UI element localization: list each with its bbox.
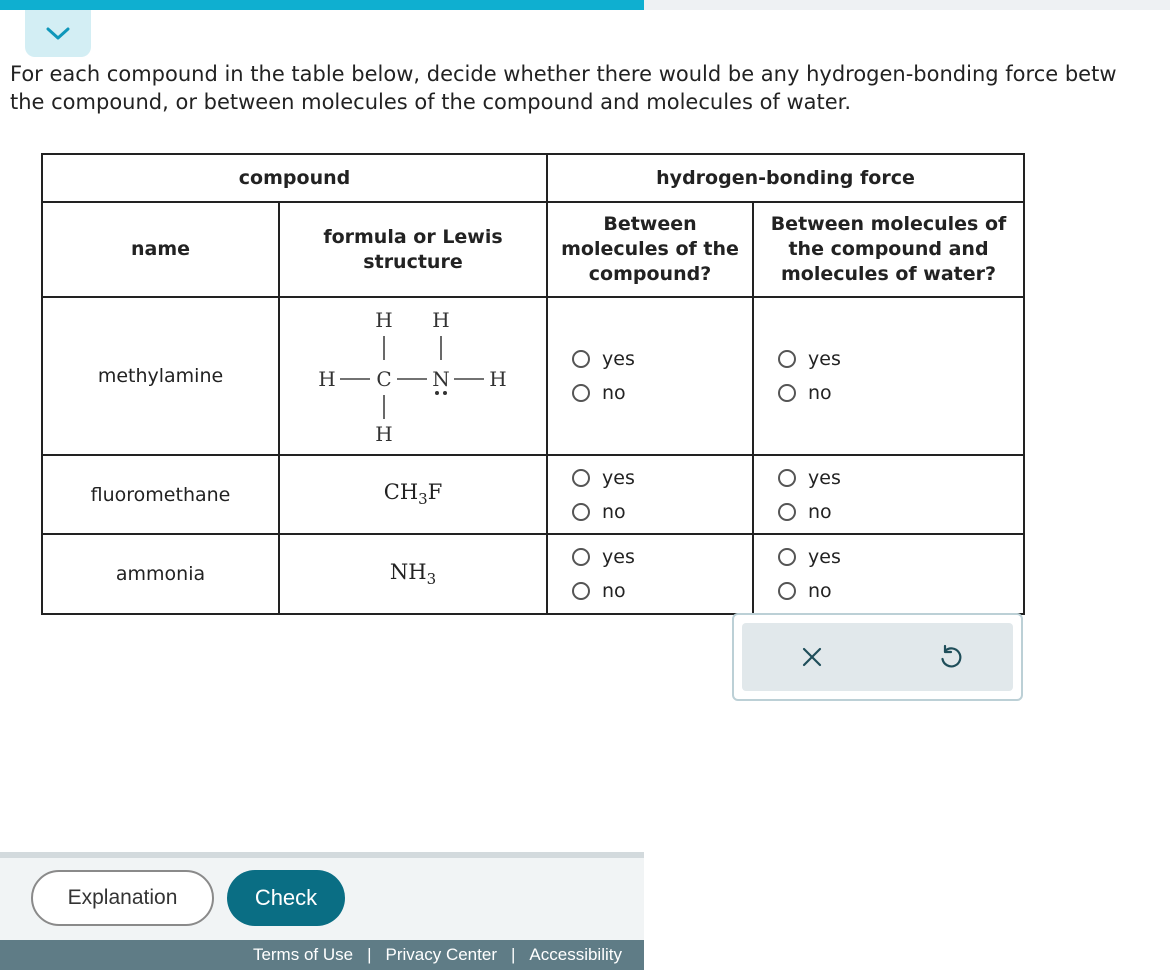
chevron-down-icon — [46, 27, 70, 41]
radio-circle-icon[interactable] — [572, 350, 590, 368]
header-between-water: Between molecules of the compound and molecules of water? — [753, 202, 1024, 297]
radio-yes[interactable]: yes — [778, 461, 1023, 495]
header-formula: formula or Lewis structure — [279, 202, 547, 297]
radio-circle-icon[interactable] — [572, 582, 590, 600]
radio-no[interactable]: no — [572, 495, 752, 529]
lewis-structure-cell — [279, 297, 547, 455]
header-between-compound: Between molecules of the compound? — [547, 202, 753, 297]
table-row — [42, 455, 1024, 534]
radio-circle-icon[interactable] — [778, 548, 796, 566]
undo-button[interactable] — [900, 623, 1000, 691]
footer — [0, 940, 644, 970]
progress-fill — [0, 0, 644, 10]
lewis-atom-h-top-right: H — [432, 308, 450, 332]
formula-cell — [279, 534, 547, 614]
compound-name: ammonia — [42, 534, 279, 614]
radio-circle-icon[interactable] — [572, 384, 590, 402]
radio-yes[interactable]: yes — [572, 461, 752, 495]
lewis-atom-h-left: H — [318, 367, 336, 391]
radio-circle-icon[interactable] — [572, 548, 590, 566]
header-hydrogen-bonding-force: hydrogen-bonding force — [547, 154, 1024, 202]
accessibility-link[interactable]: Accessibility — [529, 945, 622, 964]
radio-circle-icon[interactable] — [778, 469, 796, 487]
radio-yes[interactable]: yes — [572, 540, 752, 574]
radio-no[interactable]: no — [572, 376, 752, 410]
radio-circle-icon[interactable] — [572, 503, 590, 521]
undo-icon — [937, 644, 963, 670]
compound-table — [41, 153, 1025, 615]
lewis-atom-c: C — [376, 367, 392, 391]
radio-yes[interactable]: yes — [778, 540, 1023, 574]
radio-circle-icon[interactable] — [778, 503, 796, 521]
lewis-atom-h-bottom: H — [375, 422, 393, 446]
lone-pair — [435, 391, 447, 395]
answer-tools-inner — [742, 623, 1013, 691]
radio-group-water — [753, 455, 1024, 534]
table-row — [42, 534, 1024, 614]
formula-ch3f: $CH_3F$ — [383, 480, 443, 509]
instructions-line-1: For each compound in the table below, decide whether there would be any hydrogen-bonding force betw — [10, 62, 1117, 86]
radio-yes[interactable]: yes — [572, 342, 752, 376]
privacy-link[interactable]: Privacy Center — [385, 945, 497, 964]
radio-group-compound — [547, 534, 753, 614]
lewis-atom-h-top-left: H — [375, 308, 393, 332]
radio-circle-icon[interactable] — [778, 350, 796, 368]
radio-no[interactable]: no — [778, 495, 1023, 529]
x-icon — [801, 646, 823, 668]
radio-yes[interactable]: yes — [778, 342, 1023, 376]
radio-group-compound — [547, 297, 753, 455]
collapse-button[interactable] — [25, 10, 91, 57]
formula-nh3: $NH_3$ — [389, 559, 437, 589]
radio-group-compound — [547, 455, 753, 534]
radio-group-water — [753, 534, 1024, 614]
progress-track — [0, 0, 1170, 10]
footer-separator: | — [510, 945, 516, 964]
radio-no[interactable]: no — [572, 574, 752, 608]
methylamine-lewis-structure — [280, 301, 548, 451]
radio-circle-icon[interactable] — [778, 582, 796, 600]
terms-link[interactable]: Terms of Use — [252, 945, 354, 964]
compound-name: methylamine — [42, 297, 279, 455]
table-row — [42, 297, 1024, 455]
lewis-atom-n: N — [432, 367, 450, 391]
explanation-button[interactable]: Explanation — [31, 870, 214, 926]
radio-circle-icon[interactable] — [778, 384, 796, 402]
answer-tools — [732, 613, 1023, 701]
lewis-atom-h-right: H — [489, 367, 507, 391]
instructions-line-2: the compound, or between molecules of the compound and molecules of water. — [10, 90, 852, 114]
instructions — [10, 60, 1170, 116]
radio-no[interactable]: no — [778, 376, 1023, 410]
footer-separator: | — [367, 945, 372, 964]
header-compound: compound — [42, 154, 547, 202]
radio-circle-icon[interactable] — [572, 469, 590, 487]
radio-group-water — [753, 297, 1024, 455]
header-name: name — [42, 202, 279, 297]
check-button[interactable]: Check — [227, 870, 345, 926]
compound-name: fluoromethane — [42, 455, 279, 534]
bottom-divider — [0, 852, 644, 858]
clear-button[interactable] — [762, 623, 862, 691]
formula-cell — [279, 455, 547, 534]
radio-no[interactable]: no — [778, 574, 1023, 608]
